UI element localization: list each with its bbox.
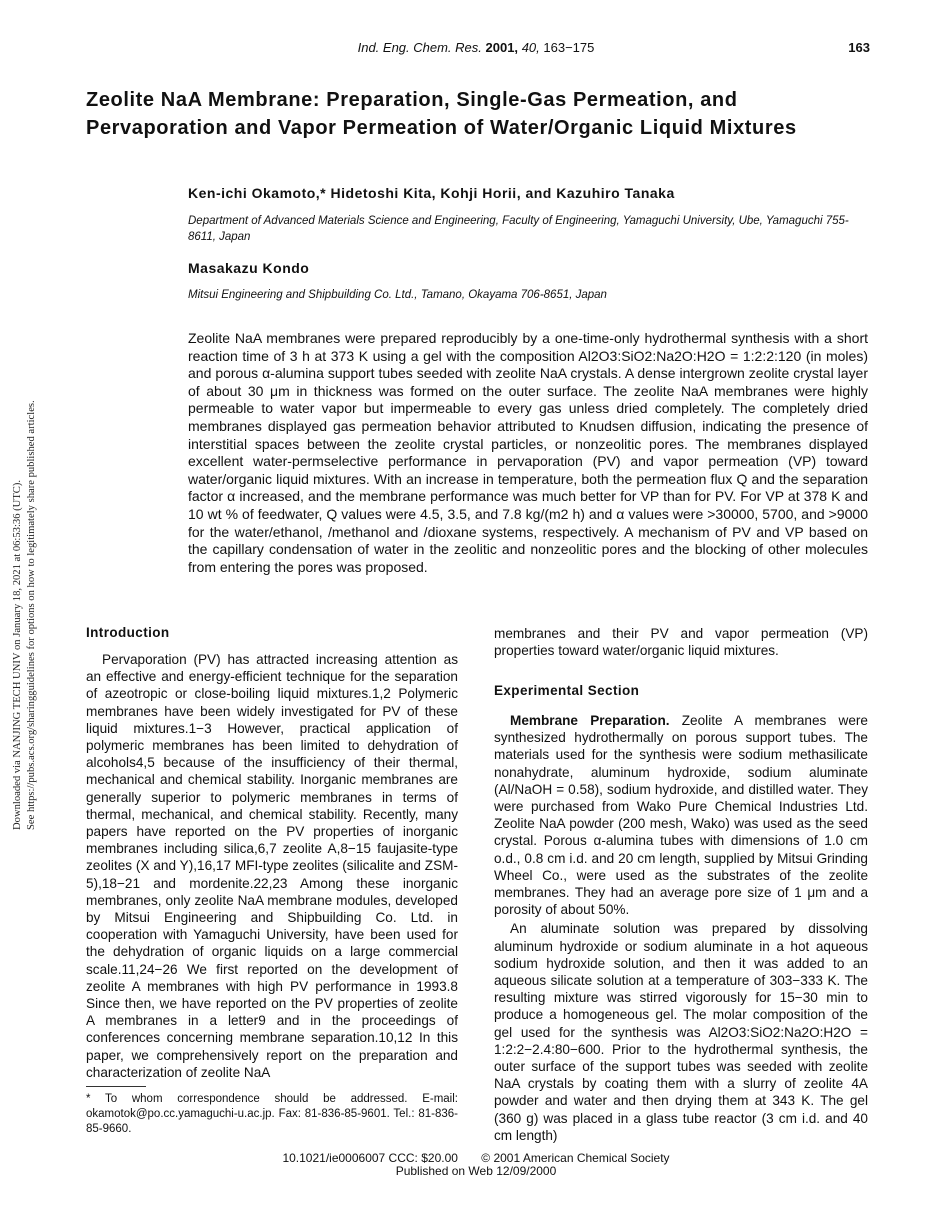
author-list-1: Ken-ichi Okamoto,* Hidetoshi Kita, Kohji Horii, and Kazuhiro Tanaka xyxy=(188,185,675,201)
download-notice xyxy=(6,360,42,830)
experimental-body xyxy=(494,712,868,1144)
introduction-paragraph: Pervaporation (PV) has attracted increasing attention as an effective and energy-efficient technique for the separation of azeotropic or close-boiling liquid mixtures.1,2 Polymeric membranes have been widely investigated for PV of these liquid mixtures.1−3 However, practical application of polymeric membranes has been limited to dehydration of alcohols4,5 because of the insufficiency of their thermal, mechanical and chemical stability. Inorganic membranes are generally superior to polymeric membranes in terms of thermal, mechanical, and chemical stability. Recently, many papers have reported on the PV properties of inorganic membranes including silica,6,7 zeolite A,8−15 faujasite-type zeolites (X and Y),16,17 MFI-type zeolites (silicalite and ZSM-5),18−21 and mordenite.22,23 Among these inorganic membranes, only zeolite NaA membrane modules, developed by Mitsui Engineering and Shipbuilding Co. Ltd. in cooperation with Yamaguchi University, have been used for the dehydration of organic liquids on a large commercial scale.11,24−26 We first reported on the development of zeolite A membranes with high PV performance in 1993.8 Since then, we have reported on the PV properties of zeolite A membranes in a letter9 and in the proceedings of conferences concerning membrane separation.10,12 In this paper, we comprehensively report on the preparation and characterization of zeolite NaA xyxy=(86,652,458,1080)
journal-year: 2001, xyxy=(485,40,519,55)
page-number: 163 xyxy=(848,40,870,55)
footnote-rule xyxy=(86,1086,146,1087)
aluminate-paragraph: An aluminate solution was prepared by dissolving aluminum hydroxide or sodium aluminate in a hot aqueous sodium hydroxide solution, and then it was added to an aqueous silicate solution at a temperature of 303−333 K. The resulting mixture was stirred vigorously for 15−30 min to produce a homogeneous gel. The molar composition of the gel used for the synthesis was Al2O3:SiO2:Na2O:H2O = 1:2:2−2.4:80−600. Prior to the hydrothermal synthesis, the outer surface of the support tubes was seeded with zeolite NaA crystals by coating them with a slurry of zeolite 4A powder and water and then drying them at 343 K. The gel (360 g) was placed in a glass tube reactor (3 cm i.d. and 40 cm length) xyxy=(494,921,868,1143)
abstract: Zeolite NaA membranes were prepared reproducibly by a one-time-only hydrothermal synthesis with a short reaction time of 3 h at 373 K using a gel with the composition Al2O3:SiO2:Na2O:H2O = 1:2:2:120 (in moles) and porous α-alumina support tubes seeded with zeolite NaA crystals. A dense intergrown zeolite crystal layer of about 30 μm in thickness was formed on the outer surface. The zeolite NaA membranes were highly permeable to water vapor but impermeable to every gas unless dried completely. The completely dried membranes displayed gas permeation behavior attributed to Knudsen diffusion, indicating the presence of interstitial spaces between the zeolite crystal particles, or nonzeolitic pores. The membranes displayed excellent water-permselective performance in pervaporation (PV) and vapor permeation (VP) toward water/organic liquid mixtures. With an increase in temperature, both the permeation flux Q and the separation factor α increased, and the membrane performance was much better for VP than for PV. For VP at 378 K and 10 wt % of feedwater, Q values were 4.5, 3.5, and 7.8 kg/(m2 h) and α values were >30000, 5700, and >9000 for the water/ethanol, /methanol and /dioxane systems, respectively. A mechanism of PV and VP based on the capillary condensation of water in the zeolitic and nonzeolitic pores and the blocking of other molecules from entering the pores was proposed. xyxy=(188,330,868,575)
author-list-2: Masakazu Kondo xyxy=(188,260,310,276)
introduction-heading: Introduction xyxy=(86,625,170,640)
membrane-preparation-text: Zeolite A membranes were synthesized hydrothermally on porous support tubes. The materials used for the synthesis were sodium methasilicate nonahydrate, aluminum hydroxide, sodium aluminate (Al/NaOH = 0.58), sodium hydroxide, and distilled water. They were purchased from Wako Pure Chemical Industries Ltd. Zeolite NaA powder (200 mesh, Wako) was used as the seed crystal. Porous α-alumina tubes with dimensions of 1.0 cm o.d., 0.8 cm i.d. and 20 cm length, supplied by Mitsui Grinding Wheel Co., were used as the substrates of the zeolite membranes. They had an average pore size of 1 μm and a porosity of about 50%. xyxy=(494,713,868,918)
doi-ccc: 10.1021/ie0006007 CCC: $20.00 xyxy=(282,1151,458,1165)
journal-volume: 40, xyxy=(521,40,540,55)
introduction-continuation-text: membranes and their PV and vapor permeation (VP) properties toward water/organic liquid mixtures. xyxy=(494,626,868,659)
download-notice-line-2: See https://pubs.acs.org/sharingguidelines for options on how to legitimately share published articles. xyxy=(26,400,37,830)
download-notice-line-1: Downloaded via NANJING TECH UNIV on January 18, 2021 at 06:53:36 (UTC). xyxy=(12,479,23,830)
experimental-heading: Experimental Section xyxy=(494,683,640,698)
journal-name: Ind. Eng. Chem. Res. xyxy=(357,40,482,55)
introduction-body xyxy=(86,651,458,1081)
membrane-preparation-subheading: Membrane Preparation. xyxy=(510,713,670,728)
membrane-preparation-paragraph xyxy=(494,712,868,918)
journal-pages: 163−175 xyxy=(543,40,595,55)
affiliation-2: Mitsui Engineering and Shipbuilding Co. Ltd., Tamano, Okayama 706-8651, Japan xyxy=(188,289,607,301)
introduction-continuation xyxy=(494,625,868,659)
running-header xyxy=(0,40,952,55)
copyright: © 2001 American Chemical Society xyxy=(481,1151,670,1165)
footer-published: Published on Web 12/09/2000 xyxy=(395,1164,557,1178)
article-title: Zeolite NaA Membrane: Preparation, Single-Gas Permeation, and Pervaporation and Vapor Permeation of Water/Organic Liquid Mixtures xyxy=(86,89,797,139)
correspondence-footnote: * To whom correspondence should be addressed. E-mail: okamotok@po.cc.yamaguchi-u.ac.jp. Fax: 81-836-85-9601. Tel.: 81-836-85-9660. xyxy=(86,1093,458,1135)
affiliation-1: Department of Advanced Materials Science and Engineering, Faculty of Engineering, Yamaguchi University, Ube, Yamaguchi 755-8611, Japan xyxy=(188,215,849,243)
